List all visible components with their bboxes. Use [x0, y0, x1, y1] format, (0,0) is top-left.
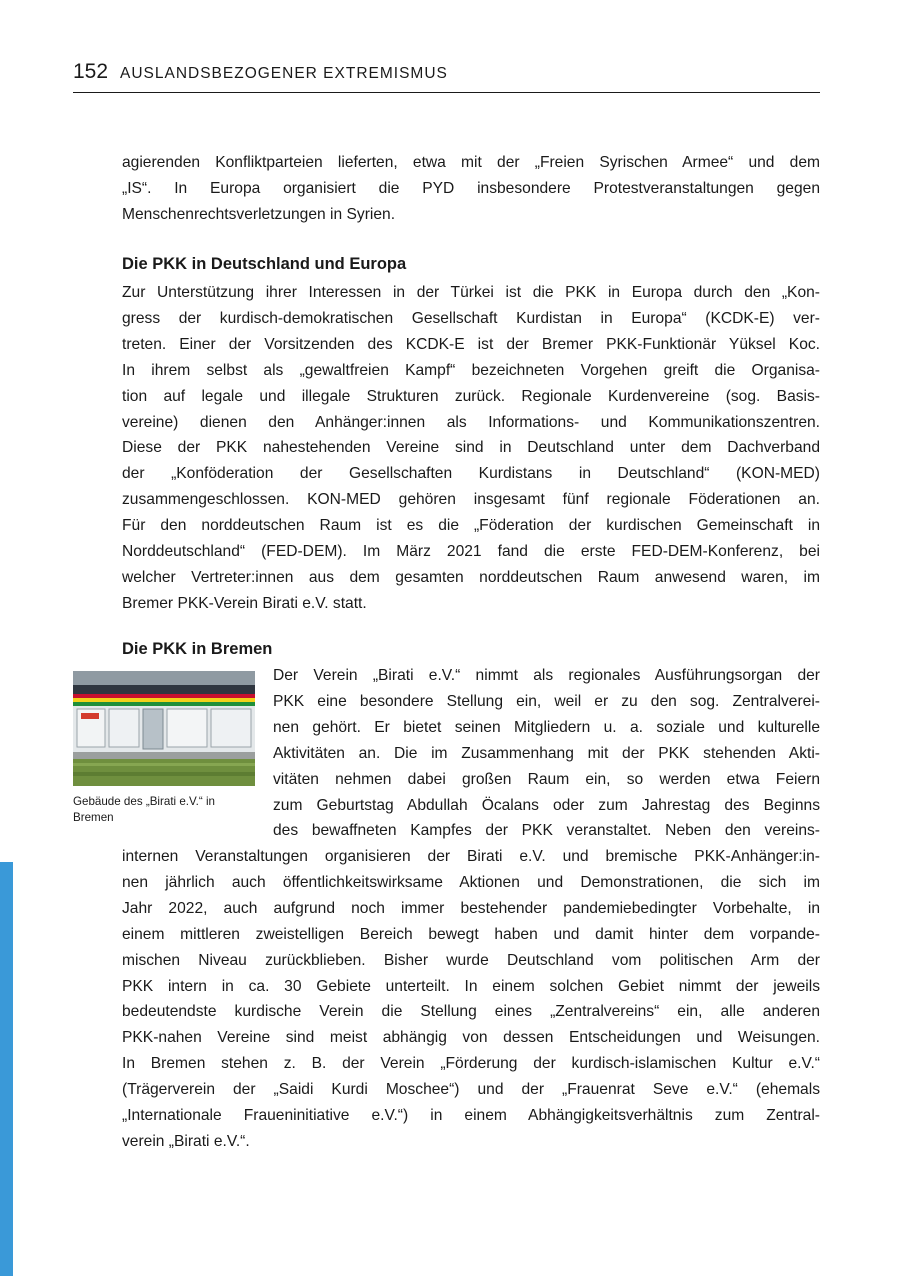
text-line: internen Veranstaltungen organisieren der Birati e.V. und bremische PKK-Anhänger:in- [122, 848, 820, 865]
text-line: einem mittleren zweistelligen Bereich bewegt haben und damit hinter dem vorpande- [122, 925, 820, 943]
intro-paragraph [122, 150, 820, 228]
text-line: Für den norddeutschen Raum ist es die „Föderation der kurdischen Gemeinschaft in [122, 517, 820, 535]
text-line: Zur Unterstützung ihrer Interessen in der Türkei ist die PKK in Europa durch den „Kon- [122, 284, 820, 301]
text-line: mischen Niveau zurückblieben. Bisher wurde Deutschland vom politischen Arm der [122, 951, 820, 969]
text-line: agierenden Konfliktparteien lieferten, etwa mit der „Freien Syrischen Armee“ und dem [122, 154, 820, 171]
figure-caption [73, 794, 253, 826]
section2-wrapped-paragraph [273, 663, 820, 844]
text-line: Menschenrechtsverletzungen in Syrien. [122, 205, 396, 223]
text-line: tion auf legale und illegale Strukturen zurück. Regionale Kurdenvereine (sog. Basis- [122, 387, 820, 405]
text-line: bedeutendste kurdische Verein die Stellung eines „Zentralvereins“ ein, alle anderen [122, 1003, 820, 1021]
section1-paragraph [122, 280, 820, 617]
text-line: „IS“. In Europa organisiert die PYD insbesondere Protestveranstaltungen gegen [122, 179, 820, 197]
text-line: „Internationale Fraueninitiative e.V.“) in einem Abhängigkeitsverhältnis zum Zentral- [122, 1107, 820, 1125]
text-line: zusammengeschlossen. KON-MED gehören insgesamt fünf regionale Föderationen an. [122, 491, 820, 509]
section2-paragraph [122, 844, 820, 1155]
page-number: 152 [73, 60, 109, 83]
side-accent-bar [0, 862, 13, 1276]
running-head: AUSLANDSBEZOGENER EXTREMISMUS [120, 65, 448, 82]
text-line: des bewaffneten Kampfes der PKK veranstaltet. Neben den vereins- [273, 822, 820, 840]
text-line: verein „Birati e.V.“. [122, 1132, 250, 1150]
section-heading-bremen: Die PKK in Bremen [122, 640, 273, 658]
text-line: Diese der PKK nahestehenden Vereine sind in Deutschland unter dem Dachverband [122, 439, 820, 457]
text-line: gress der kurdisch-demokratischen Gesellschaft Kurdistan in Europa“ (KCDK-E) ver- [122, 309, 820, 327]
text-line: treten. Einer der Vorsitzenden des KCDK-E ist der Bremer PKK-Funktionär Yüksel Koc. [122, 335, 820, 353]
text-line: nen jährlich auch öffentlichkeitswirksame Aktionen und Demonstrationen, die sich im [122, 873, 820, 891]
text-line: vitäten nehmen dabei großen Raum ein, so werden etwa Feiern [273, 770, 820, 788]
text-line: PKK-nahen Vereine sind meist abhängig von dessen Entscheidungen und Weisungen. [122, 1029, 820, 1047]
text-line: (Trägerverein der „Saidi Kurdi Moschee“) und der „Frauenrat Seve e.V.“ (ehemals [122, 1081, 820, 1099]
text-line: Bremer PKK-Verein Birati e.V. statt. [122, 594, 367, 612]
text-line: der „Konföderation der Gesellschaften Kurdistans in Deutschland“ (KON-MED) [122, 465, 820, 483]
text-line: vereine) dienen den Anhänger:innen als Informations- und Kommunikationszentren. [122, 413, 820, 431]
text-line: Der Verein „Birati e.V.“ nimmt als regionales Ausführungsorgan der [273, 667, 820, 684]
text-line: In ihrem selbst als „gewaltfreien Kampf“ bezeichneten Vorgehen greift die Organisa- [122, 361, 820, 379]
text-line: Jahr 2022, auch aufgrund noch immer bestehender pandemiebedingter Vorbehalte, in [122, 899, 820, 917]
section-heading-deutschland-europa: Die PKK in Deutschland und Europa [122, 255, 407, 273]
text-line: PKK intern in ca. 30 Gebiete unterteilt. In einem solchen Gebiet nimmt der jeweils [122, 977, 820, 995]
text-line: welcher Vertreter:innen aus dem gesamten norddeutschen Raum anwesend waren, im [122, 568, 820, 586]
building-photo [73, 671, 255, 786]
text-line: Norddeutschland“ (FED-DEM). Im März 2021 fand die erste FED-DEM-Konferenz, bei [122, 543, 820, 561]
caption-line: Gebäude des „Birati e.V.“ in [73, 795, 216, 808]
text-line: Aktivitäten an. Die im Zusammenhang mit der PKK stehenden Akti- [273, 744, 820, 762]
text-line: zum Geburtstag Abdullah Öcalans oder zum Jahrestag des Beginns [273, 796, 820, 814]
text-line: PKK eine besondere Stellung ein, weil er zu den sog. Zentralverei- [273, 692, 820, 710]
caption-line: Bremen [73, 811, 114, 824]
page-header [73, 58, 820, 93]
text-line: nen gehört. Er bietet seinen Mitgliedern u. a. soziale und kulturelle [273, 718, 820, 736]
text-line: In Bremen stehen z. B. der Verein „Förderung der kurdisch-islamischen Kultur e.V.“ [122, 1055, 820, 1073]
